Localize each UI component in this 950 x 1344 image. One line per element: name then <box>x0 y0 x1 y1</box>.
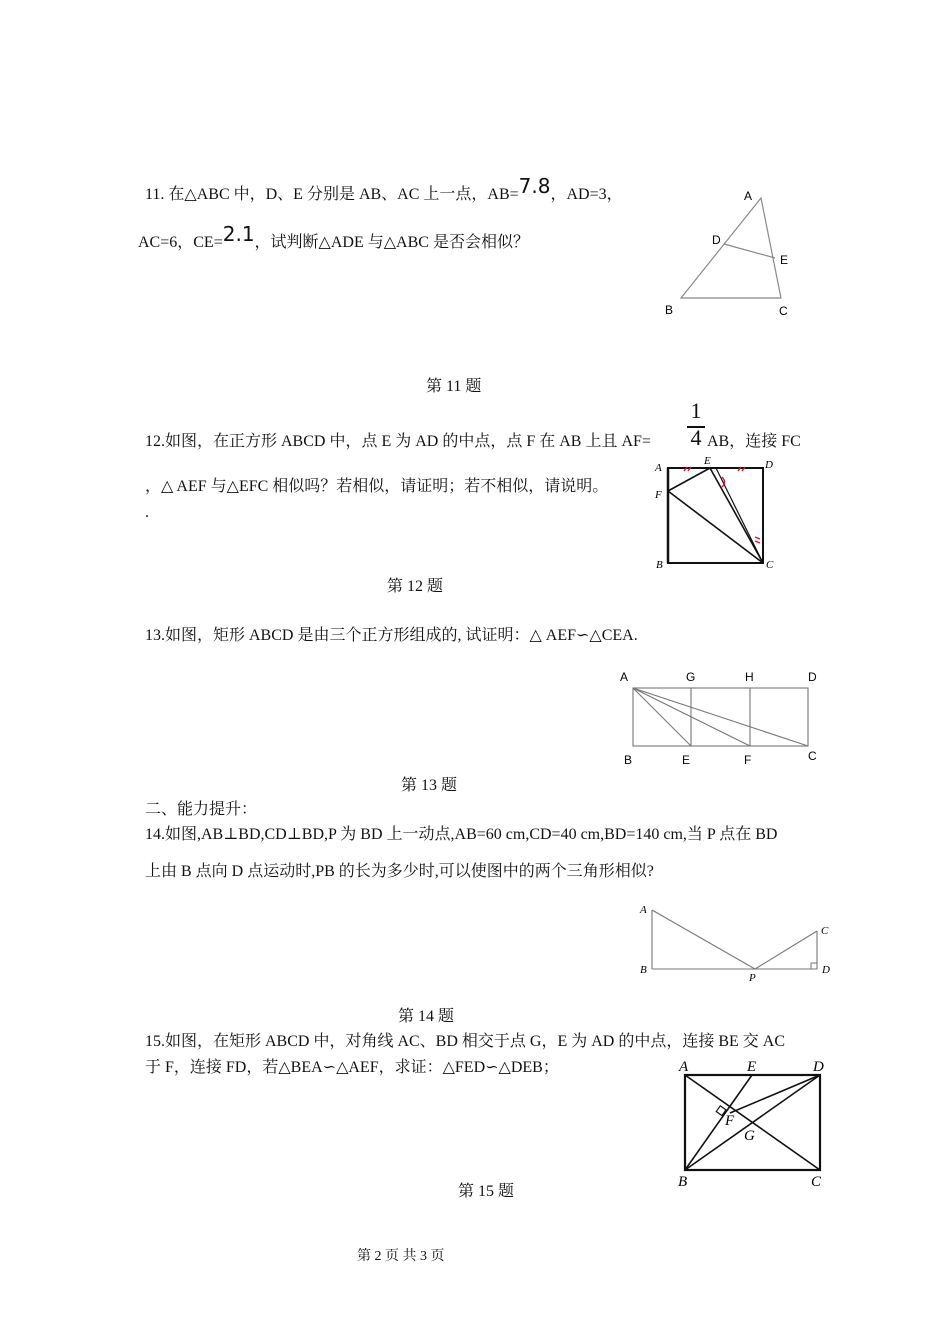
q11-line1-post: ，AD=3， <box>550 186 623 203</box>
q13-label-e: E <box>682 753 691 767</box>
q15-line2: 于 F，连接 FD，若△BEA∽△AEF，求证：△FED∽△DEB； <box>145 1059 559 1076</box>
q14-label-d: D <box>822 964 830 976</box>
q11-triangle-figure <box>660 180 810 325</box>
section2-heading: 二、能力提升： <box>145 801 258 818</box>
q12-line1-pre: 12.如图，在正方形 ABCD 中，点 E 为 AD 的中点，点 F 在 AB 上且 AF= <box>145 433 651 450</box>
q12-label-e: E <box>704 455 711 467</box>
q12-label-a: A <box>655 462 662 474</box>
q14-figure <box>632 898 837 988</box>
q15-label-f: F <box>725 1113 735 1129</box>
q15-figure <box>670 1052 835 1192</box>
q13-rectangle-figure <box>612 665 827 770</box>
q11-label-e: E <box>780 253 789 267</box>
q14-line2: 上由 B 点向 D 点运动时,PB 的长为多少时,可以使图中的两个三角形相似? <box>145 863 654 880</box>
q14-line1: 14.如图,AB⊥BD,CD⊥BD,P 为 BD 上一动点,AB=60 cm,CD=40 cm,BD=140 cm,当 P 点在 BD <box>145 826 778 843</box>
q11-label-d: D <box>712 233 721 247</box>
q11-line2-post: ，试判断△ADE 与△ABC 是否会相似？ <box>254 234 529 251</box>
q14-label-c: C <box>821 925 829 937</box>
q13-label-h: H <box>745 670 754 684</box>
q12-line1 <box>145 432 651 452</box>
q13-label-g: G <box>686 670 696 684</box>
q15-label-d: D <box>813 1059 824 1075</box>
q15-label-b: B <box>678 1174 688 1190</box>
q13-label-f: F <box>744 753 752 767</box>
q11-line1 <box>145 174 623 205</box>
q12-label-d: D <box>765 459 773 471</box>
q11-caption: 第 11 题 <box>426 378 482 395</box>
q11-label-c: C <box>779 304 788 318</box>
page-footer: 第 2 页 共 3 页 <box>357 1249 445 1264</box>
q15-caption: 第 15 题 <box>458 1183 515 1200</box>
q15-label-g: G <box>744 1128 755 1144</box>
q14-caption: 第 14 题 <box>398 1008 455 1025</box>
q11-label-a: A <box>744 189 753 203</box>
q15-line1: 15.如图，在矩形 ABCD 中，对角线 AC、BD 相交于点 G，E 为 AD 的中点，连接 BE 交 AC <box>145 1033 786 1050</box>
q11-label-b: B <box>665 303 674 317</box>
q13-line1: 13.如图，矩形 ABCD 是由三个正方形组成的, 试证明：△ AEF∽△CEA. <box>145 627 638 644</box>
q13-label-c: C <box>808 749 817 763</box>
q13-label-d: D <box>808 670 817 684</box>
q12-label-c: C <box>766 559 774 571</box>
q13-caption: 第 13 题 <box>401 777 458 794</box>
q12-line1-post: AB，连接 FC <box>707 433 801 450</box>
q15-label-c: C <box>811 1174 822 1190</box>
q11-line2 <box>138 222 529 253</box>
q14-label-a: A <box>640 904 647 916</box>
q12-fraction-numerator: 1 <box>690 398 702 423</box>
q13-label-b: B <box>624 753 633 767</box>
q11-line2-pre: AC=6，CE= <box>138 234 223 251</box>
q12-fraction-denominator: 4 <box>690 425 702 450</box>
q12-square-figure <box>650 453 780 577</box>
q15-label-a: A <box>679 1059 689 1075</box>
q12-caption: 第 12 题 <box>387 578 444 595</box>
q11-line1-pre: 11. 在△ABC 中，D、E 分别是 AB、AC 上一点，AB= <box>145 186 519 203</box>
q12-line2: ，△ AEF 与△EFC 相似吗？若相似，请证明；若不相似，请说明。 <box>145 478 609 495</box>
q15-label-e: E <box>747 1059 757 1075</box>
q11-ce-value: 2.1 <box>222 222 255 246</box>
q14-label-p: P <box>749 972 756 984</box>
q12-label-b: B <box>656 559 663 571</box>
q12-line3: . <box>145 504 149 521</box>
q13-label-a: A <box>620 670 629 684</box>
q14-label-b: B <box>640 964 647 976</box>
q11-ab-value: 7.8 <box>518 174 551 198</box>
q12-label-f: F <box>655 489 662 501</box>
